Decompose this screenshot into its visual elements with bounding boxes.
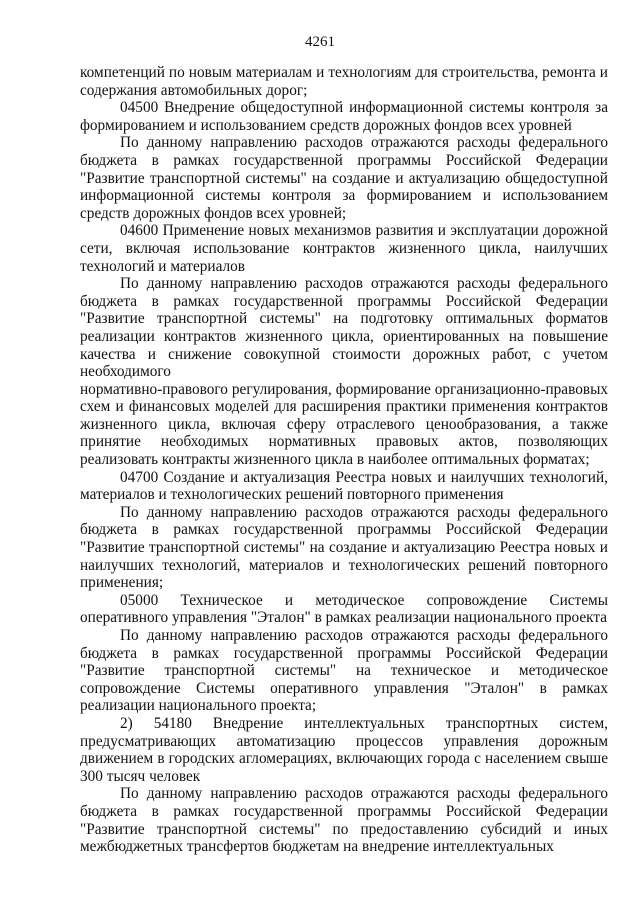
page-number: 4261 <box>305 34 335 50</box>
paragraph-5: По данному направлению расходов отражаются расходы федерального бюджета в рамках государственной программы Российской Федерации "Развитие транспортной системы" на подготовку оптимальных форматов реализации контрактов жизненного цикла, ориентированных на повышение качества и снижение совокупной стоимости дорожных работ, с учетом необходимого <box>80 275 608 381</box>
paragraph-3: По данному направлению расходов отражаются расходы федерального бюджета в рамках государственной программы Российской Федерации "Развитие транспортной системы" на создание и актуализацию общедоступной информационной системы контроля за формированием и использованием средств дорожных фондов всех уровней; <box>80 134 608 222</box>
paragraph-11: 2) 54180 Внедрение интеллектуальных транспортных систем, предусматривающих автоматизацию процессов управления дорожным движением в городских агломерациях, включающих города с населением свыше 300 тысяч человек <box>80 714 608 785</box>
document-body <box>80 64 608 856</box>
paragraph-12: По данному направлению расходов отражаются расходы федерального бюджета в рамках государственной программы Российской Федерации "Развитие транспортной системы" по предоставлению субсидий и иных межбюджетных трансфертов бюджетам на внедрение интеллектуальных <box>80 785 608 856</box>
paragraph-9: 05000 Техническое и методическое сопровождение Системы оперативного управления "Эталон" в рамках реализации национального проекта <box>80 591 608 627</box>
paragraph-4: 04600 Применение новых механизмов развития и эксплуатации дорожной сети, включая использование контрактов жизненного цикла, наилучших технологий и материалов <box>80 222 608 275</box>
paragraph-1: компетенций по новым материалам и технологиям для строительства, ремонта и содержания автомобильных дорог; <box>80 64 608 99</box>
paragraph-10: По данному направлению расходов отражаются расходы федерального бюджета в рамках государственной программы Российской Федерации "Развитие транспортной системы" на техническое и методическое сопровождение Системы оперативного управления "Эталон" в рамках реализации национального проекта; <box>80 627 608 715</box>
paragraph-6: нормативно-правового регулирования, формирование организационно-правовых схем и финансовых моделей для расширения практики применения контрактов жизненного цикла, включая сферу отраслевого ценообразования, а также принятие необходимых нормативных правовых актов, позволяющих реализовать контракты жизненного цикла в наиболее оптимальных форматах; <box>80 380 608 469</box>
paragraph-2: 04500 Внедрение общедоступной информационной системы контроля за формированием и использованием средств дорожных фондов всех уровней <box>80 99 608 134</box>
paragraph-7: 04700 Создание и актуализация Реестра новых и наилучших технологий, материалов и технологических решений повторного применения <box>80 468 608 504</box>
paragraph-8: По данному направлению расходов отражаются расходы федерального бюджета в рамках государственной программы Российской Федерации "Развитие транспортной системы" на создание и актуализацию Реестра новых и наилучших технологий, материалов и технологических решений повторного применения; <box>80 503 608 592</box>
